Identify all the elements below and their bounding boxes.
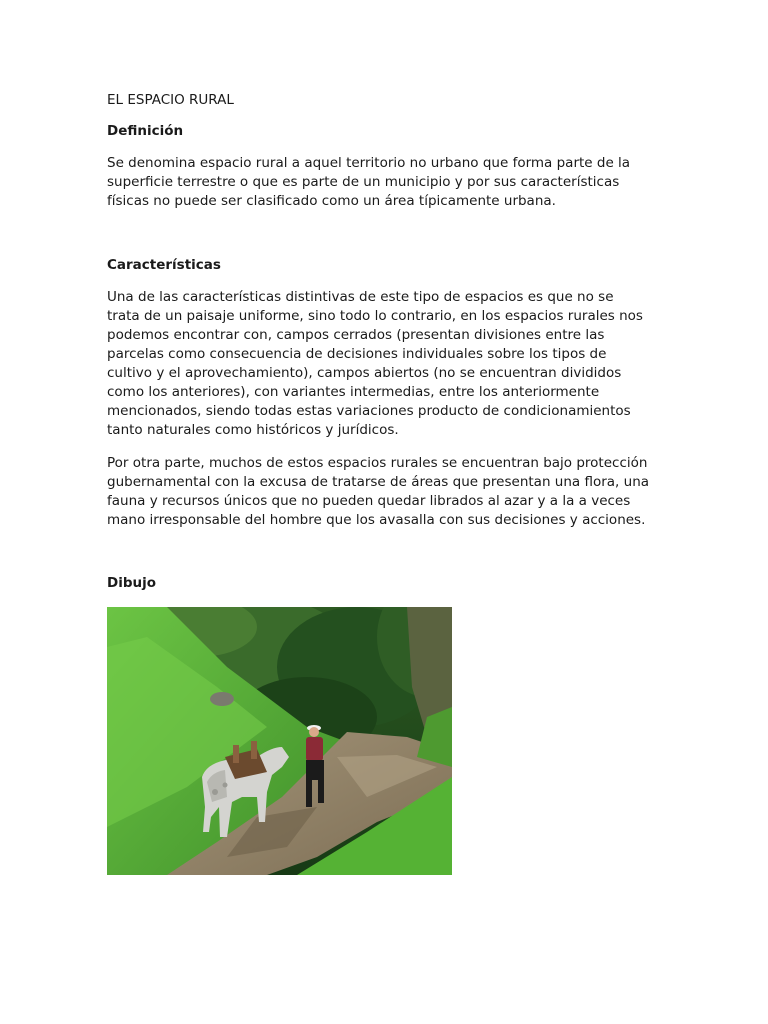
paragraph-caracteristicas-2: [107, 454, 667, 530]
text-line: fauna y recursos únicos que no pueden quedar librados al azar y a la a veces: [107, 493, 631, 509]
text-line: cultivo y el aprovechamiento), campos abiertos (no se encuentran divididos: [107, 365, 622, 381]
rural-landscape-photo: [107, 607, 452, 875]
heading-definicion: Definición: [107, 123, 184, 139]
text-line: físicas no puede ser clasificado como un área típicamente urbana.: [107, 193, 556, 209]
text-line: podemos encontrar con, campos cerrados (presentan divisiones entre las: [107, 327, 605, 343]
text-line: trata de un paisaje uniforme, sino todo lo contrario, en los espacios rurales nos: [107, 308, 643, 324]
heading-dibujo: Dibujo: [107, 575, 157, 591]
text-line: Se denomina espacio rural a aquel territorio no urbano que forma parte de la: [107, 155, 631, 171]
text-line: superficie terrestre o que es parte de un municipio y por sus características: [107, 174, 620, 190]
text-line: Una de las características distintivas de este tipo de espacios es que no se: [107, 289, 614, 305]
text-line: parcelas como consecuencia de decisiones individuales sobre los tipos de: [107, 346, 607, 362]
document-title: EL ESPACIO RURAL: [107, 92, 234, 108]
heading-caracteristicas: Características: [107, 257, 221, 273]
text-line: gubernamental con la excusa de tratarse de áreas que presentan una flora, una: [107, 474, 650, 490]
text-line: Por otra parte, muchos de estos espacios rurales se encuentran bajo protección: [107, 455, 648, 471]
paragraph-definicion: [107, 154, 667, 211]
text-line: mano irresponsable del hombre que los avasalla con sus decisiones y acciones.: [107, 512, 646, 528]
text-line: mencionados, siendo todas estas variaciones producto de condicionamientos: [107, 403, 631, 419]
text-line: tanto naturales como históricos y jurídicos.: [107, 422, 399, 438]
text-line: como los anteriores), con variantes intermedias, entre los anteriormente: [107, 384, 600, 400]
photo-illustration: [107, 607, 452, 875]
paragraph-caracteristicas-1: [107, 288, 667, 440]
